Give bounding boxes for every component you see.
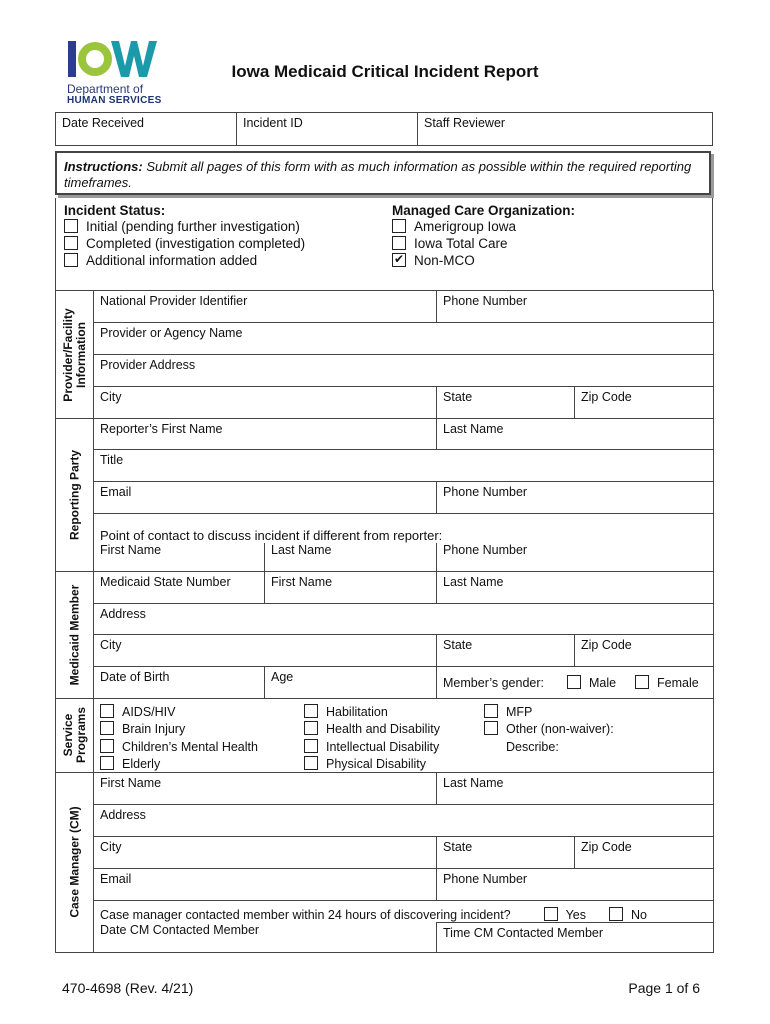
- field-label: City: [100, 839, 122, 854]
- member-first-name-field[interactable]: [265, 571, 437, 603]
- field-label: Zip Code: [581, 637, 632, 652]
- field-label: Last Name: [443, 574, 504, 589]
- option-label: Additional information added: [86, 253, 258, 268]
- service-option[interactable]: [304, 739, 440, 757]
- incident-id-field[interactable]: [237, 113, 418, 146]
- field-label: City: [100, 390, 122, 404]
- checkbox-icon[interactable]: [484, 721, 498, 735]
- field-label: Last Name: [443, 775, 504, 790]
- reporter-last-name-field[interactable]: [437, 419, 714, 450]
- provider-zip-field[interactable]: [575, 387, 714, 419]
- time-cm-contacted-field[interactable]: [437, 922, 714, 952]
- service-option[interactable]: [304, 704, 440, 722]
- cm-address-field[interactable]: [94, 804, 714, 836]
- member-zip-field[interactable]: [575, 634, 714, 666]
- cm-contacted-question: [94, 900, 714, 922]
- field-label: Phone Number: [443, 485, 528, 499]
- status-option-additional[interactable]: [64, 252, 305, 269]
- section-label-line2: Programs: [73, 706, 88, 764]
- field-label: Zip Code: [581, 390, 632, 404]
- option-label: Initial (pending further investigation): [86, 219, 300, 234]
- checkbox-icon[interactable]: [392, 236, 406, 250]
- cm-city-field[interactable]: [94, 836, 437, 868]
- member-section-label: [56, 571, 94, 698]
- checkbox-icon[interactable]: [100, 756, 114, 770]
- option-label: Amerigroup Iowa: [414, 219, 517, 234]
- female-checkbox-icon[interactable]: [635, 675, 649, 689]
- instructions-text: Submit all pages of this form with as much information as possible within the required reporting timeframes.: [64, 159, 692, 190]
- reporter-phone-field[interactable]: [437, 482, 714, 514]
- instructions-label: Instructions:: [64, 159, 143, 174]
- checkbox-icon[interactable]: [100, 704, 114, 718]
- section-label-line2: Information: [73, 321, 88, 388]
- form-id: 470-4698 (Rev. 4/21): [62, 980, 194, 996]
- option-label: Physical Disability: [326, 757, 427, 771]
- page-title: Iowa Medicaid Critical Incident Report: [231, 62, 539, 81]
- field-label: Phone Number: [443, 294, 528, 308]
- field-label: Email: [100, 871, 132, 886]
- cm-first-name-field[interactable]: [94, 772, 437, 804]
- staff-reviewer-label: Staff Reviewer: [424, 116, 506, 130]
- date-received-field[interactable]: [56, 113, 237, 146]
- field-label: Medicaid State Number: [100, 574, 231, 589]
- option-label: Intellectual Disability: [326, 739, 440, 754]
- no-checkbox-icon[interactable]: [609, 907, 623, 921]
- mco-heading: Managed Care Organization:: [392, 203, 576, 218]
- cm-phone-field[interactable]: [437, 868, 714, 900]
- field-label: Last Name: [271, 543, 332, 557]
- field-label: First Name: [100, 775, 162, 790]
- male-label: Male: [588, 675, 617, 690]
- form-grid: [55, 290, 713, 953]
- member-state-field[interactable]: [437, 634, 575, 666]
- describe-label: Describe:: [506, 739, 559, 754]
- status-option-completed[interactable]: [64, 235, 305, 252]
- option-label: Brain Injury: [122, 722, 186, 736]
- field-label: Provider or Agency Name: [100, 326, 243, 340]
- field-label: Email: [100, 485, 132, 499]
- member-city-field[interactable]: [94, 634, 437, 666]
- field-label: Provider Address: [100, 358, 196, 372]
- npi-field[interactable]: [94, 291, 437, 323]
- mco-option-non-mco[interactable]: [392, 252, 575, 269]
- no-label: No: [630, 907, 647, 922]
- option-label: Completed (investigation completed): [86, 236, 306, 251]
- field-label: State: [443, 839, 473, 854]
- reporting-section-label: [56, 419, 94, 572]
- checkbox-icon[interactable]: [392, 219, 406, 233]
- header-table: [55, 112, 713, 146]
- member-last-name-field[interactable]: [437, 571, 714, 603]
- field-label: Zip Code: [581, 839, 632, 854]
- medicaid-number-field[interactable]: [94, 571, 265, 603]
- field-label: Age: [271, 669, 294, 684]
- poc-first-name-field[interactable]: [94, 543, 265, 571]
- option-label: Elderly: [122, 757, 161, 771]
- reporter-first-name-field[interactable]: [94, 419, 437, 450]
- field-label: Reporter’s First Name: [100, 422, 223, 436]
- cm-state-field[interactable]: [437, 836, 575, 868]
- section-label: Reporting Party: [67, 449, 81, 540]
- option-label: Non-MCO: [414, 253, 475, 268]
- checkbox-icon[interactable]: [100, 721, 114, 735]
- member-gender-field: [437, 666, 714, 698]
- option-label: MFP: [506, 704, 533, 719]
- member-age-field[interactable]: [265, 666, 437, 698]
- provider-address-field[interactable]: [94, 355, 714, 387]
- status-section: [55, 198, 713, 290]
- field-label: State: [443, 390, 473, 404]
- service-section-label: [56, 698, 94, 772]
- field-label: Last Name: [443, 422, 504, 436]
- service-option[interactable]: [100, 756, 258, 774]
- question-label: Case manager contacted member within 24 hours of discovering incident?: [100, 907, 511, 922]
- section-label: Medicaid Member: [67, 584, 81, 685]
- checkbox-icon[interactable]: [64, 236, 78, 250]
- checkbox-icon[interactable]: [304, 756, 318, 770]
- field-label: City: [100, 637, 122, 652]
- field-label: Date of Birth: [100, 669, 170, 684]
- section-label: Case Manager (CM): [67, 806, 81, 918]
- checkbox-icon[interactable]: [484, 704, 498, 718]
- yes-checkbox-icon[interactable]: [544, 907, 558, 921]
- yes-label: Yes: [565, 907, 587, 922]
- service-option[interactable]: [304, 721, 440, 739]
- checkbox-icon[interactable]: [304, 704, 318, 718]
- status-option-initial[interactable]: [64, 218, 305, 235]
- field-label: Date CM Contacted Member: [100, 923, 260, 937]
- service-option[interactable]: [484, 704, 614, 722]
- field-label: Address: [100, 606, 146, 621]
- option-label: Habilitation: [326, 704, 388, 719]
- service-option[interactable]: [304, 756, 440, 774]
- option-label: Other (non-waiver):: [506, 722, 614, 736]
- field-label: First Name: [100, 543, 162, 557]
- checkbox-icon[interactable]: [64, 219, 78, 233]
- cm-section-label: [56, 772, 94, 952]
- service-option[interactable]: [484, 721, 614, 739]
- provider-state-field[interactable]: [437, 387, 575, 419]
- checkbox-icon[interactable]: [100, 739, 114, 753]
- option-label: Health and Disability: [326, 722, 440, 736]
- field-label: State: [443, 637, 473, 652]
- female-label: Female: [657, 675, 699, 690]
- reporter-email-field[interactable]: [94, 482, 437, 514]
- field-label: First Name: [271, 574, 333, 589]
- provider-section-label: [56, 291, 94, 419]
- staff-reviewer-field[interactable]: [418, 113, 713, 146]
- service-option[interactable]: [100, 721, 258, 739]
- mco-option-iowa-total-care[interactable]: [392, 235, 575, 252]
- cm-zip-field[interactable]: [575, 836, 714, 868]
- field-label: National Provider Identifier: [100, 294, 248, 308]
- checkbox-icon[interactable]: [64, 253, 78, 267]
- service-col1: [100, 704, 258, 774]
- field-label: Title: [100, 453, 124, 467]
- male-checkbox-icon[interactable]: [567, 675, 581, 689]
- service-option[interactable]: [100, 739, 258, 757]
- logo-line1: Department of: [67, 82, 144, 96]
- incident-status-heading: Incident Status:: [64, 203, 166, 218]
- incident-id-label: Incident ID: [243, 116, 303, 130]
- checkbox-icon[interactable]: [304, 739, 318, 753]
- option-label: Iowa Total Care: [414, 236, 508, 251]
- date-cm-contacted-field[interactable]: [94, 922, 437, 952]
- instructions-box: [55, 151, 711, 195]
- reporter-title-field[interactable]: [94, 450, 714, 482]
- cm-email-field[interactable]: [94, 868, 437, 900]
- poc-phone-field[interactable]: [437, 543, 714, 571]
- provider-city-field[interactable]: [94, 387, 437, 419]
- service-option[interactable]: [100, 704, 258, 722]
- provider-name-field[interactable]: [94, 323, 714, 355]
- field-label: Address: [100, 807, 146, 822]
- poc-heading: [94, 514, 714, 544]
- service-programs-box: [94, 698, 714, 772]
- poc-label: Point of contact to discuss incident if different from reporter:: [100, 528, 443, 543]
- option-label: Children’s Mental Health: [122, 739, 258, 754]
- poc-last-name-field[interactable]: [265, 543, 437, 571]
- option-label: AIDS/HIV: [122, 704, 176, 719]
- member-address-field[interactable]: [94, 603, 714, 634]
- field-label: Phone Number: [443, 543, 528, 557]
- checkbox-icon[interactable]: [304, 721, 318, 735]
- service-col2: [304, 704, 440, 774]
- page-number: Page 1 of 6: [628, 980, 700, 996]
- service-col3: [484, 704, 614, 757]
- checked-checkbox-icon[interactable]: [392, 253, 406, 267]
- gender-label: Member’s gender:: [443, 675, 544, 690]
- cm-last-name-field[interactable]: [437, 772, 714, 804]
- provider-phone-field[interactable]: [437, 291, 714, 323]
- section-label-line1: Service: [60, 713, 75, 757]
- member-dob-field[interactable]: [94, 666, 265, 698]
- field-label: Phone Number: [443, 871, 528, 886]
- logo-line2: HUMAN SERVICES: [67, 95, 162, 106]
- section-label-line1: Provider/Facility: [60, 307, 75, 402]
- date-received-label: Date Received: [62, 116, 144, 130]
- mco-option-amerigroup[interactable]: [392, 218, 575, 235]
- field-label: Time CM Contacted Member: [443, 925, 604, 940]
